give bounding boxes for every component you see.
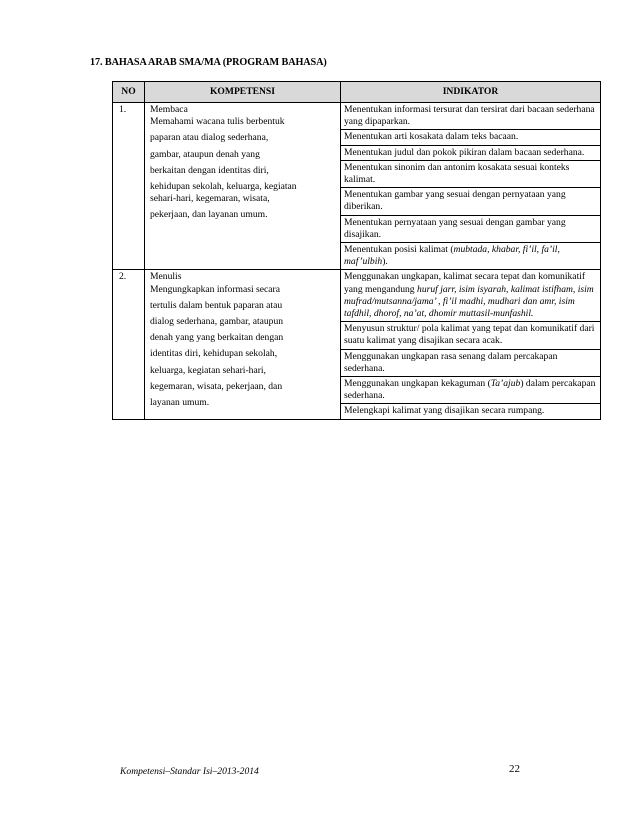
- indikator-text: [344, 378, 597, 402]
- indikator-text-part: ) dalam percakapan sederhana.: [344, 378, 596, 402]
- indikator-cell: [341, 322, 601, 349]
- kompetensi-line: tertulis dalam bentuk paparan atau: [150, 299, 283, 311]
- table-row: [113, 270, 601, 322]
- kompetensi-cell: [145, 270, 341, 419]
- kompetensi-line: layanan umum.: [150, 397, 210, 409]
- competency-table: [112, 81, 601, 420]
- indikator-cell: [341, 103, 601, 130]
- kompetensi-line: berkaitan dengan identitas diri,: [150, 164, 269, 176]
- indikator-cell: [341, 215, 601, 242]
- indikator-text-part: Menentukan posisi kalimat (: [344, 244, 454, 256]
- table-row: [113, 103, 601, 130]
- indikator-text: Menentukan arti kosakata dalam teks bacaan.: [344, 131, 519, 143]
- indikator-cell: [341, 270, 601, 322]
- kompetensi-line: pekerjaan, dan layanan umum.: [150, 209, 268, 221]
- indikator-text-part: Menggunakan ungkapan kekaguman (: [344, 378, 491, 390]
- header-indikator: INDIKATOR: [341, 82, 601, 103]
- indikator-cell: [341, 404, 601, 419]
- kompetensi-line: kegemaran, wisata, pekerjaan, dan: [150, 380, 283, 392]
- row-number: 2.: [113, 270, 145, 419]
- indikator-italic-terms: mubtada, khabar, fi’il, fa’il, maf’ulbih: [344, 244, 560, 268]
- indikator-cell: [341, 349, 601, 376]
- indikator-cell: [341, 188, 601, 215]
- header-no: NO: [113, 82, 145, 103]
- indikator-text: Melengkapi kalimat yang disajikan secara rumpang.: [344, 405, 545, 417]
- kompetensi-line: paparan atau dialog sederhana,: [150, 132, 269, 144]
- kompetensi-line: gambar, ataupun denah yang: [150, 148, 260, 160]
- indikator-text: Menggunakan ungkapan rasa senang dalam percakapan sederhana.: [344, 350, 558, 374]
- kompetensi-line: keluarga, kegiatan sehari-hari,: [150, 364, 266, 376]
- page-number: 22: [509, 763, 520, 775]
- kompetensi-title: Menulis: [150, 271, 182, 283]
- indikator-cell: [341, 243, 601, 270]
- indikator-cell: [341, 130, 601, 145]
- kompetensi-line: identitas diri, kehidupan sekolah,: [150, 348, 278, 360]
- table-header-row: [113, 82, 601, 103]
- indikator-text: Menentukan pernyataan yang sesuai dengan gambar yang disajikan.: [344, 216, 566, 240]
- indikator-text: Menentukan gambar yang sesuai dengan pernyataan yang diberikan.: [344, 189, 566, 213]
- indikator-cell: [341, 377, 601, 404]
- indikator-text-part: Menggunakan ungkapan, kalimat secara tepat dan komunikatif yang mengandung: [344, 271, 586, 295]
- indikator-text: Menyusun struktur/ pola kalimat yang tepat dan komunikatif dari suatu kalimat yang disajikan secara acak.: [344, 323, 595, 347]
- kompetensi-line: kehidupan sekolah, keluarga, kegiatan: [150, 181, 297, 193]
- indikator-text: Menentukan judul dan pokok pikiran dalam bacaan sederhana.: [344, 146, 585, 158]
- indikator-text: Menentukan informasi tersurat dan tersirat dari bacaan sederhana yang dipaparkan.: [344, 104, 595, 128]
- kompetensi-line: Mengungkapkan informasi secara: [150, 283, 281, 295]
- footer-document-name: Kompetensi–Standar Isi–2013-2014: [120, 766, 259, 777]
- indikator-text-part: ).: [382, 256, 388, 268]
- kompetensi-line: dialog sederhana, gambar, ataupun: [150, 316, 284, 328]
- kompetensi-title: Membaca: [150, 104, 188, 115]
- kompetensi-cell: [145, 103, 341, 270]
- kompetensi-line: sehari-hari, kegemaran, wisata,: [150, 193, 270, 205]
- indikator-italic-terms: Ta’ajub: [490, 378, 521, 390]
- indikator-cell: [341, 145, 601, 160]
- indikator-text: Menentukan sinonim dan antonim kosakata sesuai konteks kalimat.: [344, 161, 570, 186]
- indikator-text: [344, 271, 597, 320]
- kompetensi-line: Memahami wacana tulis berbentuk: [150, 116, 285, 128]
- row-number: 1.: [113, 103, 145, 270]
- indikator-cell: [341, 160, 601, 187]
- header-kompetensi: KOMPETENSI: [145, 82, 341, 103]
- kompetensi-line: denah yang yang berkaitan dengan: [150, 332, 284, 344]
- indikator-italic-terms: huruf jarr, isim isyarah, kalimat istifham, isim mufrad/mutsanna/jama’ , fi’il madhi, mudhari dan amr, isim tafdhil, dhorof, na’at, dhomir muttasil-munfashil.: [344, 283, 594, 320]
- document-heading: 17. BAHASA ARAB SMA/MA (PROGRAM BAHASA): [90, 57, 327, 68]
- indikator-text: [344, 244, 597, 268]
